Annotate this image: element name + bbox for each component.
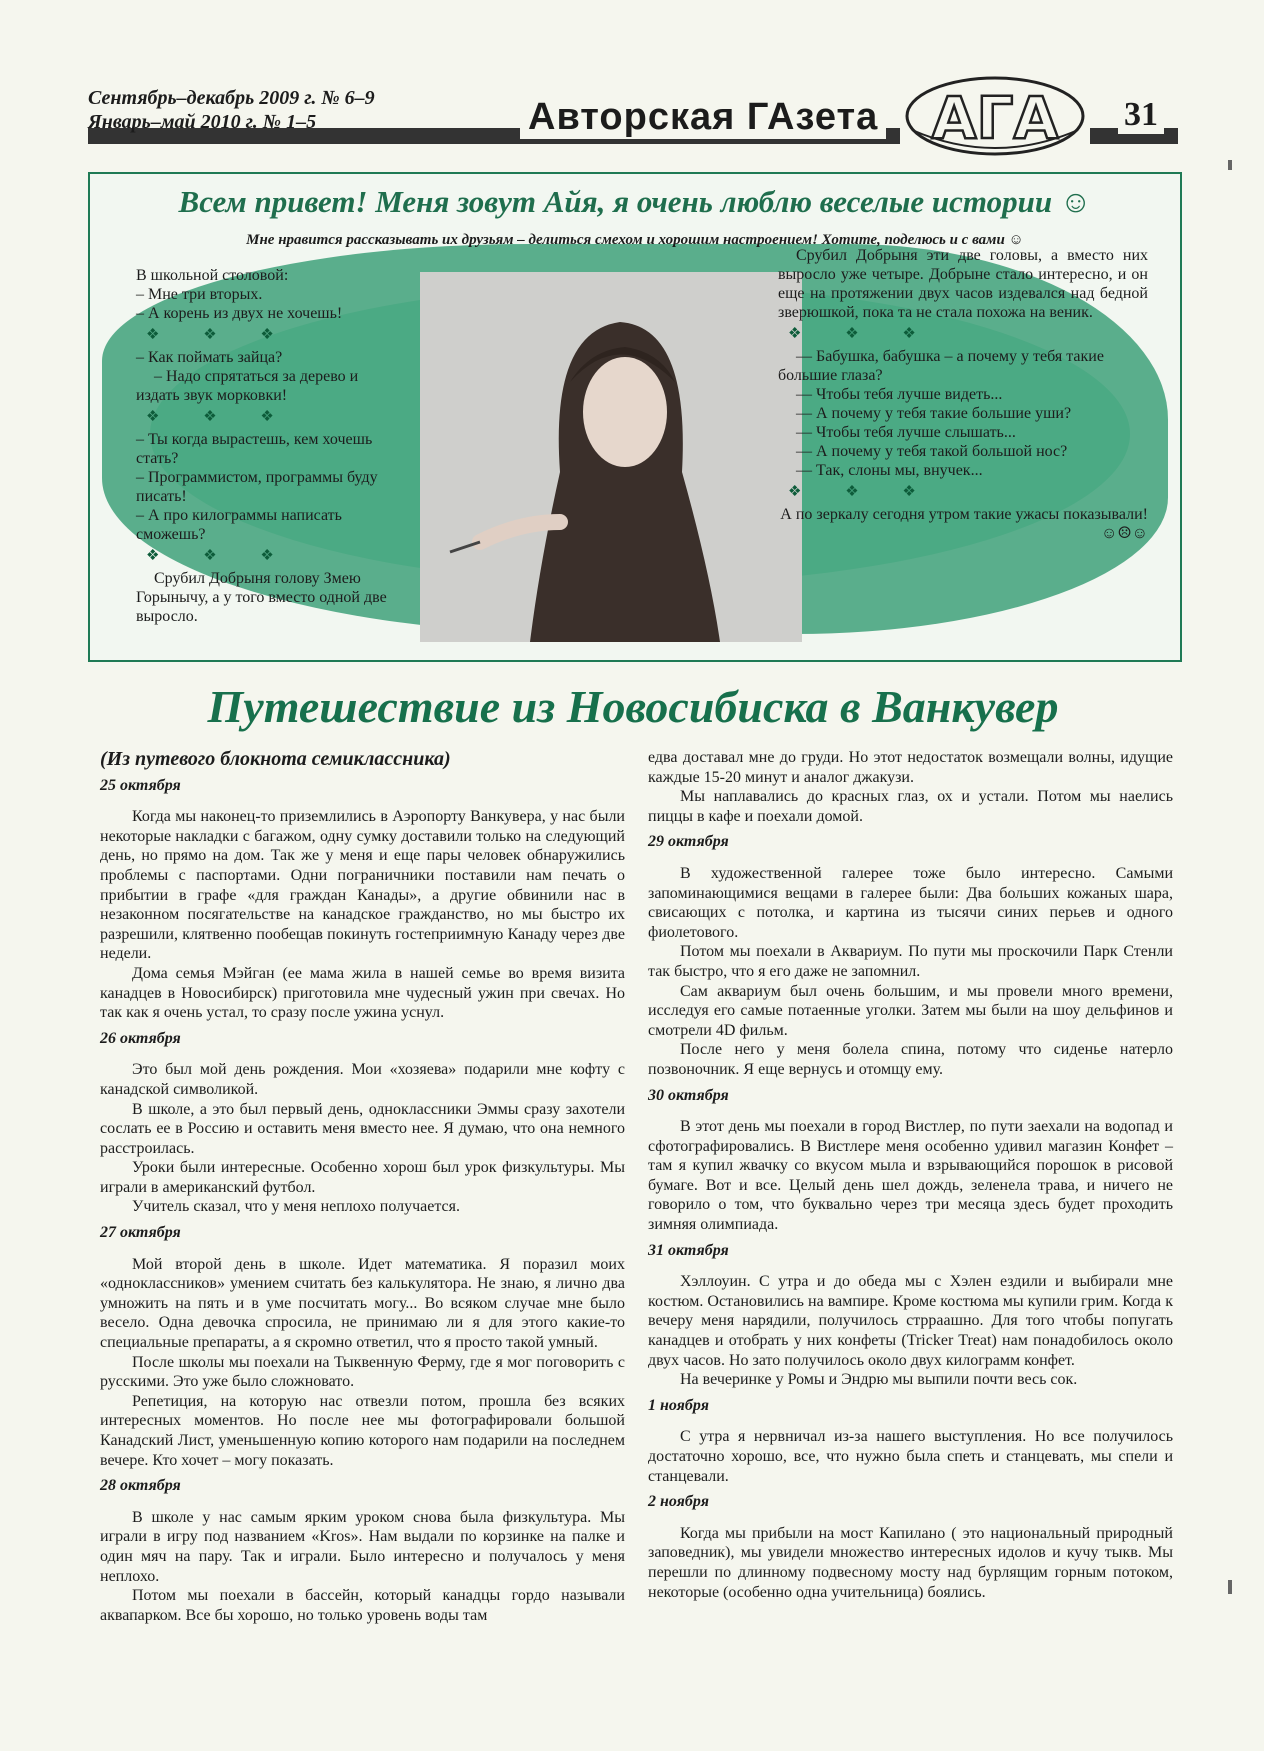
logo-text: АГА	[931, 84, 1059, 152]
joke-line: – Программистом, программы буду писать!	[136, 469, 378, 505]
joke-line: — Так, слоны мы, внучек...	[796, 462, 983, 479]
joke-line: – Мне три вторых.	[136, 286, 263, 303]
article-column-left	[100, 750, 625, 1625]
article-title: Путешествие из Новосибиска в Ванкувер	[207, 681, 1059, 732]
jokes-title: Всем привет! Меня зовут Айя, я очень люблю веселые истории ☺	[178, 184, 1092, 219]
diary-date: 30 октября	[648, 1086, 729, 1104]
joke-line: В школьной столовой:	[136, 267, 289, 284]
girl-portrait-photo	[420, 272, 802, 642]
diary-date: 25 октября	[100, 776, 181, 794]
diary-date: 31 октября	[648, 1241, 729, 1259]
diary-date: 2 ноября	[648, 1493, 709, 1511]
article-paragraph: Мы наплавались до красных глаз, ох и устали. Потом мы наелись пиццы в кафе и поехали домой.	[648, 788, 1173, 825]
joke-line: – Как поймать зайца?	[136, 349, 283, 366]
joke-separator: ❖ ❖ ❖	[146, 548, 294, 564]
joke-line: — А почему у тебя такие большие уши?	[796, 405, 1072, 422]
article-paragraph: Сам аквариум был очень большим, и мы провели много времени, исследуя его самые потаенные уголки. Затем мы были на шоу дельфинов и смотрели 4D фильм.	[648, 982, 1173, 1039]
joke-separator: ❖ ❖ ❖	[788, 484, 936, 500]
issue-date-1: Сентябрь–декабрь 2009 г. № 6–9	[88, 87, 375, 109]
jokes-subtitle: Мне нравится рассказывать их друзьям – делиться смехом и хорошим настроением! Хотите, поделюсь и с вами ☺	[246, 232, 1024, 248]
article-paragraph: едва доставал мне до груди. Но этот недостаток возмещали волны, идущие каждые 15-20 минут и аналог джакузи.	[648, 749, 1173, 786]
article-paragraph: В школе, а это был первый день, одноклассники Эммы сразу захотели сослать ее в Россию и оставить меня вместо нее. Я думаю, что она немного расстроилась.	[100, 1100, 625, 1157]
joke-line: – А корень из двух не хочешь!	[136, 305, 343, 322]
joke-line: — Чтобы тебя лучше слышать...	[796, 424, 1016, 441]
joke-line: – Надо спрятаться за дерево и издать звук морковки!	[136, 368, 359, 404]
page-number: 31	[1118, 96, 1164, 134]
article-column-right	[648, 748, 1173, 1602]
article-paragraph: В этот день мы поехали в город Вистлер, по пути заехали на водопад и сфотографировались. В Вистлере меня особенно удивил магазин Конфет – там я купил жвачку со вкусом мыла и взрывающийся порошок в рисовой бумаге. Вот и все. Целый день шел дождь, зеленела трава, и ничего не говорило о том, что буквально через три месяца здесь будет проходить зимняя олимпиада.	[648, 1118, 1173, 1234]
joke-separator: ❖ ❖ ❖	[146, 409, 294, 425]
article-paragraph: Когда мы наконец-то приземлились в Аэропорту Ванкувера, у нас были некоторые накладки с багажом, одну сумку доставили только на следующий день, но прямо на дом. Так же у меня и еще пары человек обнаружились проблемы с паспортами. Одни пограничники поставили нам печать о прибытии в графе «для граждан Канады», а другие обвинили нас в незаконном посягательстве на канадское гражданство, но мы быстро их разрешили, клятвенно пообещав покинуть гостеприимную Канаду через две недели.	[100, 808, 625, 963]
article-paragraph: Потом мы поехали в бассейн, который канадцы гордо называли аквапарком. Все бы хорошо, но только уровень воды там	[100, 1587, 625, 1624]
newspaper-title: Авторская ГАзета	[520, 96, 886, 139]
article-subtitle: (Из путевого блокнота семиклассника)	[100, 748, 451, 770]
article-paragraph: Репетиция, на которую нас отвезли потом, прошла без всяких интересных моментов. Но после нее мы фотографировали большой Канадский Лист, уменьшенную копию которого нам подарили на последнем вечере. Кто хочет – могу показать.	[100, 1392, 625, 1469]
joke-separator: ❖ ❖ ❖	[788, 326, 936, 342]
issue-dates	[88, 86, 375, 134]
diary-date: 29 октября	[648, 833, 729, 851]
joke-line: — Чтобы тебя лучше видеть...	[796, 386, 1003, 403]
article-paragraph: В школе у нас самым ярким уроком снова была физкультура. Мы играли в игру под названием «Kros». Нам выдали по корзинке на палке и один мяч на пару. Так и играли. Было интересно и получалось у меня неплохо.	[100, 1508, 625, 1585]
article-paragraph: На вечеринке у Ромы и Эндрю мы выпили почти весь сок.	[680, 1371, 1078, 1389]
joke-separator: ❖ ❖ ❖	[146, 327, 294, 343]
joke-line: Срубил Добрыня голову Змею Горынычу, а у того вместо одной две выросло.	[136, 570, 387, 625]
joke-line: – А про килограммы написать сможешь?	[136, 507, 342, 543]
joke-line: А по зеркалу сегодня утром такие ужасы показывали! ☺☹☺	[780, 506, 1148, 542]
article-paragraph: Дома семья Мэйган (ее мама жила в нашей семье во время визита канадцев в Новосибирск) приготовила мне чудесный ужин при свечах. Но так как я очень устал, то сразу после ужина уснул.	[100, 964, 625, 1022]
joke-line: — Бабушка, бабушка – а почему у тебя такие большие глаза?	[778, 348, 1104, 384]
jokes-right-column	[778, 246, 1148, 543]
joke-line: – Ты когда вырастешь, кем хочешь стать?	[136, 431, 373, 467]
joke-line: — А почему у тебя такой большой нос?	[796, 443, 1068, 460]
article-paragraph: Потом мы поехали в Аквариум. По пути мы проскочили Парк Стенли так быстро, что я его даже не запомнил.	[648, 943, 1173, 980]
issue-date-2: Январь–май 2010 г. № 1–5	[88, 111, 317, 133]
diary-date: 27 октября	[100, 1224, 181, 1242]
diary-date: 28 октября	[100, 1477, 181, 1495]
joke-line: Срубил Добрыня эти две головы, а вместо них выросло уже четыре. Добрыне стало интересно, и он еще на протяжении двух часов издевался над бедной зверюшкой, пока та не стала похожа на веник.	[778, 247, 1148, 321]
jokes-left-column	[136, 266, 398, 626]
edge-mark	[1228, 1580, 1232, 1594]
diary-date: 1 ноября	[648, 1396, 709, 1414]
edge-mark	[1228, 160, 1232, 170]
jokes-box	[88, 172, 1182, 662]
article-paragraph: Это был мой день рождения. Мои «хозяева» подарили мне кофту с канадской символикой.	[100, 1061, 625, 1098]
article-paragraph: Мой второй день в школе. Идет математика. Я поразил моих «одноклассников» умением считать без калькулятора. Не знаю, я лично два умножить на пять и в уме посчитать могу... Во всяком случае мне было весело. Одна девочка спросила, не принимаю ли я для этого какие-то специальные препараты, а я скромно ответил, что я просто такой умный.	[100, 1255, 625, 1352]
article-paragraph: После школы мы поехали на Тыквенную Ферму, где я мог поговорить с русскими. Это уже было сложновато.	[100, 1353, 625, 1391]
article-paragraph: Когда мы прибыли на мост Капилано ( это национальный природный заповедник), мы увидели множество интересных идолов и кучу тыкв. Мы перешли по длинному подвесному мосту над бурлящим горным потоком, некоторые (особенно одна учительница) боялись.	[648, 1524, 1173, 1601]
article-paragraph: В художественной галерее тоже было интересно. Самыми запоминающимися вещами в галерее были: Два больших кожаных шара, свисающих с потолка, и картина из тысячи синих перьев и одного фиолетового.	[648, 864, 1173, 941]
diary-date: 26 октября	[100, 1029, 181, 1047]
article-paragraph: С утра я нервничал из-за нашего выступления. Но все получилось достаточно хорошо, все, что нужно была спеть и станцевать, мы спели и станцевали.	[648, 1428, 1173, 1485]
article-paragraph: Учитель сказал, что у меня неплохо получается.	[132, 1198, 461, 1216]
article-paragraph: После него у меня болела спина, потому что сиденье натерло позвоночник. Я еще вернусь и отомщу ему.	[648, 1041, 1173, 1078]
article-paragraph: Уроки были интересные. Особенно хорош был урок физкультуры. Мы играли в американский футбол.	[100, 1159, 625, 1196]
article-paragraph: Хэллоуин. С утра и до обеда мы с Хэлен ездили и выбирали мне костюм. Остановились на вампире. Кроме костюма мы купили грим. Когда к вечеру меня нарядили, получилось стрраашно. Для того чтобы попугать канадцев и отобрать у них конфеты (Tricker Treat) нам понадобилось около двух часов. Но зато получилось около двух килограмм конфет.	[648, 1273, 1173, 1369]
aga-logo	[900, 70, 1090, 158]
